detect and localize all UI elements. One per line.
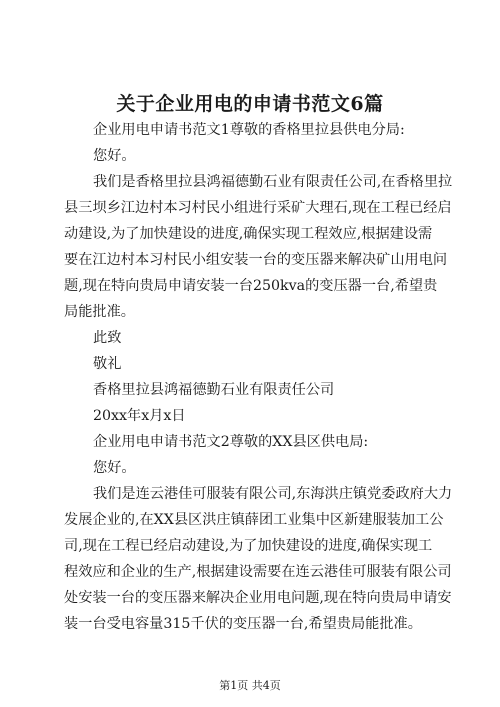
letter1-body-line: 我们是香格里拉县鸿福德勤石业有限责任公司,在香格里拉 [93, 174, 453, 190]
document-title: 关于企业用电的申请书范文6篇 [116, 93, 384, 115]
letter1-signature: 香格里拉县鸿福德勤石业有限责任公司 [93, 382, 335, 398]
letter1-greeting: 您好。 [93, 148, 136, 164]
letter1-date: 20xx年x月x日 [93, 408, 186, 424]
page-footer: 第1页 共4页 [219, 679, 281, 692]
letter2-body-line: 程效应和企业的生产,根据建设需要在连云港佳可服装有限公司 [64, 564, 452, 580]
letter2-body-line: 我们是连云港佳可服装有限公司,东海洪庄镇党委政府大力 [93, 486, 453, 502]
letter2-salutation: 企业用电申请书范文2尊敬的XX县区供电局: [93, 434, 369, 450]
letter2-body-line: 发展企业的,在XX县区洪庄镇薛团工业集中区新建服装加工公 [64, 512, 444, 528]
letter1-body-line: 动建设,为了加快建设的进度,确保实现工程效应,根据建设需 [64, 226, 433, 242]
letter1-body-line: 要在江边村本习村民小组安装一台的变压器来解决矿山用电问 [64, 252, 448, 268]
letter2-greeting: 您好。 [93, 460, 136, 476]
letter1-salutation: 企业用电申请书范文1尊敬的香格里拉县供电分局: [93, 122, 405, 138]
letter1-closing-1: 此致 [93, 330, 122, 346]
letter1-body-line: 县三坝乡江边村本习村民小组进行采矿大理石,现在工程已经启 [64, 200, 452, 216]
letter1-closing-2: 敬礼 [93, 356, 122, 372]
letter2-body-line: 装一台受电容量315千伏的变压器一台,希望贵局能批准。 [64, 616, 422, 632]
letter1-body-line: 题,现在特向贵局申请安装一台250kva的变压器一台,希望贵 [64, 278, 438, 294]
letter2-body-line: 司,现在工程已经启动建设,为了加快建设的进度,确保实现工 [64, 538, 433, 554]
letter2-body-line: 处安装一台的变压器来解决企业用电问题,现在特向贵局申请安 [64, 590, 452, 606]
letter1-body-line: 局能批准。 [64, 304, 135, 320]
